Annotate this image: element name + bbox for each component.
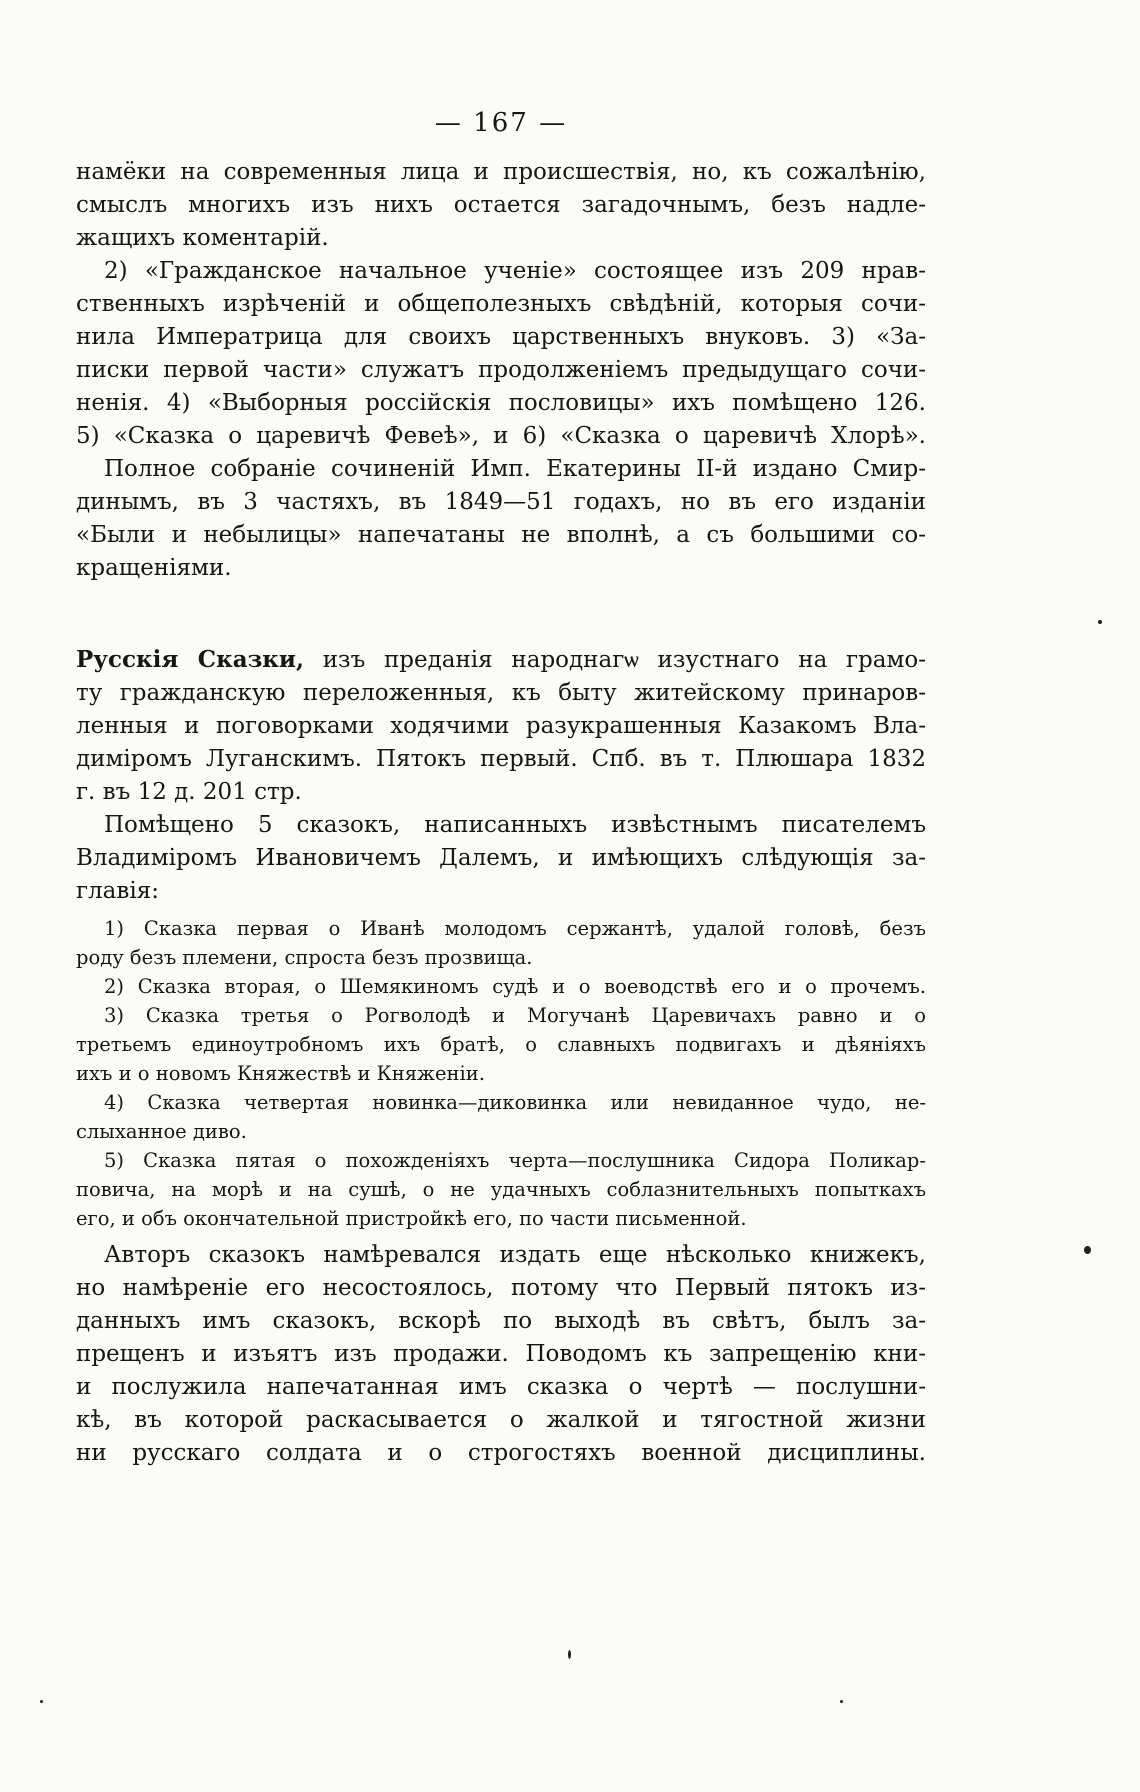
text-line: «Были и небылицы» напечатаны не вполнѣ, а съ большими со- bbox=[76, 522, 926, 548]
text-line: 2) «Гражданское начальное ученіе» состоящее изъ 209 нрав- bbox=[104, 258, 926, 284]
text-line: 5) Сказка пятая о похожденіяхъ черта—послушника Сидора Поликар- bbox=[104, 1149, 926, 1172]
text-line: 4) Сказка четвертая новинка—диковинка или невиданное чудо, не- bbox=[104, 1091, 926, 1114]
text-line: кѣ, въ которой раскасывается о жалкой и тягостной жизни bbox=[76, 1407, 926, 1433]
paragraph-1 bbox=[76, 156, 926, 255]
text-line: третьемъ единоутробномъ ихъ братѣ, о славныхъ подвигахъ и дѣяніяхъ bbox=[76, 1033, 926, 1056]
scan-speck bbox=[568, 1650, 571, 1659]
scan-speck bbox=[1084, 1246, 1091, 1254]
text-line: данныхъ имъ сказокъ, вскорѣ по выходѣ въ свѣтъ, былъ за- bbox=[76, 1308, 926, 1334]
entry-title: Русскія Сказки, bbox=[76, 646, 304, 673]
text-line: слыханное диво. bbox=[76, 1120, 247, 1143]
paragraph-4 bbox=[76, 809, 926, 908]
text-line: 5) «Сказка о царевичѣ Февеѣ», и 6) «Сказка о царевичѣ Хлорѣ». bbox=[76, 423, 926, 449]
text-line: диміромъ Луганскимъ. Пятокъ первый. Спб. въ т. Плюшара 1832 bbox=[76, 746, 926, 772]
text-line: ту гражданскую переложенныя, къ быту житейскому принаров- bbox=[76, 680, 926, 706]
text-line: Полное собраніе сочиненій Имп. Екатерины II-й издано Смир- bbox=[104, 456, 926, 482]
text-line: Помѣщено 5 сказокъ, написанныхъ извѣстнымъ писателемъ bbox=[104, 812, 926, 838]
text-line: роду безъ племени, спроста безъ прозвища. bbox=[76, 946, 533, 969]
page-number: — 167 — bbox=[434, 108, 568, 138]
text-line: 1) Сказка первая о Иванѣ молодомъ сержантѣ, удалой головѣ, безъ bbox=[104, 917, 926, 940]
scan-speck bbox=[840, 1700, 843, 1703]
text-line: повича, на морѣ и на сушѣ, о не удачныхъ соблазнительныхъ попыткахъ bbox=[76, 1178, 926, 1201]
text-line: ненія. 4) «Выборныя россійскія пословицы» ихъ помѣщено 126. bbox=[76, 390, 926, 416]
text-line: ственныхъ изрѣченій и общеполезныхъ свѣдѣній, которыя сочи- bbox=[76, 291, 926, 317]
entry-first-line bbox=[76, 643, 926, 677]
text-line: Авторъ сказокъ намѣревался издать еще нѣсколько книжекъ, bbox=[104, 1242, 926, 1268]
text-line: смыслъ многихъ изъ нихъ остается загадочнымъ, безъ надле- bbox=[76, 192, 926, 218]
text-line: и послужила напечатанная имъ сказка о чертѣ — послушни- bbox=[76, 1374, 926, 1400]
list-item bbox=[76, 1146, 926, 1233]
text-line: прещенъ и изъятъ изъ продажи. Поводомъ къ запрещенію кни- bbox=[76, 1341, 926, 1367]
scan-speck bbox=[40, 1700, 43, 1703]
text-line: намёки на современныя лица и происшествія, но, къ сожалѣнію, bbox=[76, 159, 926, 185]
tales-list bbox=[76, 914, 926, 1233]
paragraph-5 bbox=[76, 1239, 926, 1470]
section-gap bbox=[76, 585, 926, 643]
entry-title-rest: изъ преданія народнагѡ изустнаго на грамо- bbox=[322, 647, 927, 673]
text-line: его, и объ окончательной пристройкѣ его, по части письменной. bbox=[76, 1207, 747, 1230]
text-line: Владиміромъ Ивановичемъ Далемъ, и имѣющихъ слѣдующія за- bbox=[76, 845, 926, 871]
text-line: г. въ 12 д. 201 стр. bbox=[76, 779, 302, 805]
text-line: нила Императрица для своихъ царственныхъ внуковъ. 3) «За- bbox=[76, 324, 926, 350]
list-item bbox=[76, 914, 926, 972]
paragraph-2 bbox=[76, 255, 926, 453]
text-line: ихъ и о новомъ Княжествѣ и Княженіи. bbox=[76, 1062, 485, 1085]
text-line: кращеніями. bbox=[76, 555, 232, 581]
text-line: жащихъ коментарій. bbox=[76, 225, 329, 251]
text-line: ни русскаго солдата и о строгостяхъ военной дисциплины. bbox=[76, 1440, 926, 1466]
text-line: 2) Сказка вторая, о Шемякиномъ судѣ и о воеводствѣ его и о прочемъ. bbox=[104, 975, 926, 998]
bibliographic-entry bbox=[76, 643, 926, 809]
text-line: писки первой части» служатъ продолженіемъ предыдущаго сочи- bbox=[76, 357, 926, 383]
list-item bbox=[76, 1001, 926, 1088]
text-line: главія: bbox=[76, 878, 159, 904]
text-line: ленныя и поговорками ходячими разукрашенныя Казакомъ Вла- bbox=[76, 713, 926, 739]
list-item bbox=[76, 1088, 926, 1146]
text-line: 3) Сказка третья о Рогволодѣ и Могучанѣ Царевичахъ равно и о bbox=[104, 1004, 926, 1027]
text-line: динымъ, въ 3 частяхъ, въ 1849—51 годахъ, но въ его изданіи bbox=[76, 489, 926, 515]
paragraph-3 bbox=[76, 453, 926, 585]
list-item bbox=[76, 972, 926, 1001]
text-line: но намѣреніе его несостоялось, потому что Первый пятокъ из- bbox=[76, 1275, 926, 1301]
page-body bbox=[76, 108, 926, 1470]
scan-speck bbox=[1098, 620, 1102, 624]
